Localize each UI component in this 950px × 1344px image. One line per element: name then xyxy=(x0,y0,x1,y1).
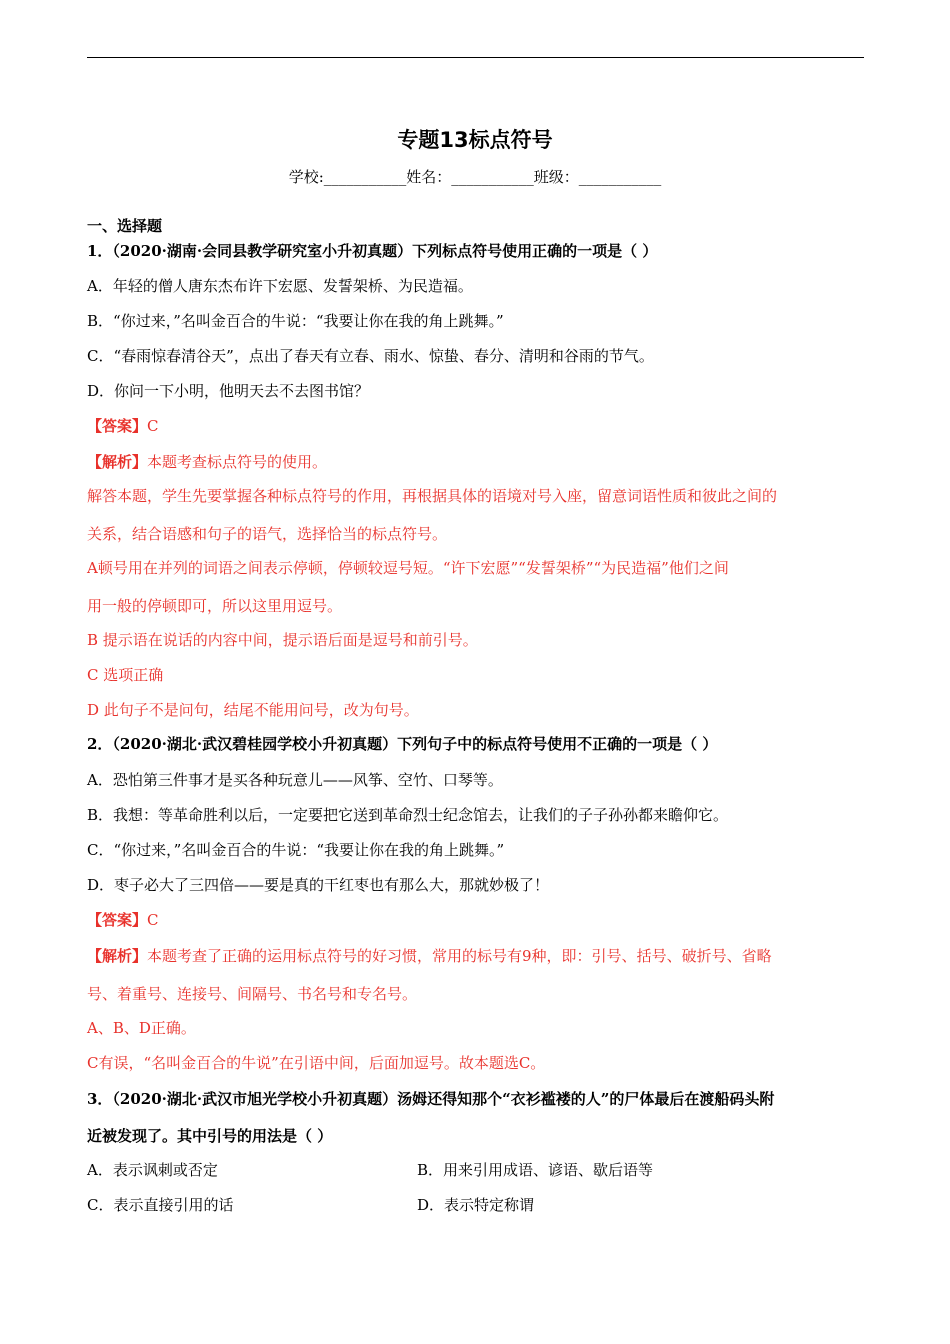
q2-option-c: C．“你过来，”名叫金百合的牛说：“我要让你在我的角上跳舞。” xyxy=(87,841,505,859)
q2-option-b: B．我想：等革命胜利以后，一定要把它送到革命烈士纪念馆去，让我们的子子孙孙都来瞻仰它。 xyxy=(87,806,729,824)
q2-stem: 2．（2020·湖北·武汉碧桂园学校小升初真题）下列句子中的标点符号使用不正确的一项是（ ） xyxy=(87,735,718,753)
q2-analysis-text: 本题考查了正确的运用标点符号的好习惯，常用的标号有9种，即：引号、括号、破折号、省略 xyxy=(147,947,772,965)
page-title: 专题13标点符号 xyxy=(397,128,553,152)
q2-option-d: D．枣子必大了三四倍——要是真的干红枣也有那么大，那就妙极了！ xyxy=(87,876,550,894)
q2-answer xyxy=(87,910,159,930)
q1-option-d: D．你问一下小明，他明天去不去图书馆？ xyxy=(87,382,370,400)
section-heading: 一、选择题 xyxy=(87,217,163,235)
q1-analysis xyxy=(87,452,327,472)
q2-option-a: A．恐怕第三件事才是买各种玩意儿——风筝、空竹、口琴等。 xyxy=(87,771,503,789)
q2-analysis-label: 【解析】 xyxy=(87,947,148,965)
q1-answer xyxy=(87,416,159,436)
q3-option-a: A．表示讽刺或否定 xyxy=(87,1161,218,1179)
q1-explanation-7: D 此句子不是问句，结尾不能用问号，改为句号。 xyxy=(87,701,419,719)
q1-answer-value: C xyxy=(147,417,159,435)
q2-explanation-2: A、B、D正确。 xyxy=(87,1019,196,1037)
q2-analysis xyxy=(87,946,772,966)
q1-explanation-5: B 提示语在说话的内容中间，提示语后面是逗号和前引号。 xyxy=(87,631,478,649)
q1-explanation-6: C 选项正确 xyxy=(87,666,164,684)
q1-option-b: B．“你过来，”名叫金百合的牛说：“我要让你在我的角上跳舞。” xyxy=(87,312,504,330)
q2-answer-label: 【答案】 xyxy=(87,911,148,929)
q3-option-c: C．表示直接引用的话 xyxy=(87,1196,234,1214)
q1-explanation-2: 关系，结合语感和句子的语气，选择恰当的标点符号。 xyxy=(87,525,448,543)
q1-stem: 1．（2020·湖南·会同县教学研究室小升初真题）下列标点符号使用正确的一项是（ ） xyxy=(87,242,658,260)
q1-explanation-4: 用一般的停顿即可，所以这里用逗号。 xyxy=(87,597,343,615)
q1-option-c: C．“春雨惊春清谷天”，点出了春天有立春、雨水、惊蛰、春分、清明和谷雨的节气。 xyxy=(87,347,654,365)
q2-explanation-1: 号、着重号、连接号、间隔号、书名号和专名号。 xyxy=(87,985,418,1003)
q3-stem-line-2: 近被发现了。其中引号的用法是（ ） xyxy=(87,1127,333,1145)
q3-stem-line-1: 3．（2020·湖北·武汉市旭光学校小升初真题）汤姆还得知那个“衣衫褴褛的人”的尸体最后在渡船码头附 xyxy=(87,1090,775,1108)
q1-explanation-1: 解答本题，学生先要掌握各种标点符号的作用，再根据具体的语境对号入座，留意词语性质和彼此之间的 xyxy=(87,487,778,505)
q2-answer-value: C xyxy=(147,911,159,929)
q1-answer-label: 【答案】 xyxy=(87,417,148,435)
student-info-line: 学校:___________姓名：___________班级：___________ xyxy=(288,168,662,186)
q2-explanation-3: C有误，“名叫金百合的牛说”在引语中间，后面加逗号。故本题选C。 xyxy=(87,1054,546,1072)
q1-option-a: A．年轻的僧人唐东杰布许下宏愿、发誓架桥、为民造福。 xyxy=(87,277,473,295)
q1-explanation-3: A顿号用在并列的词语之间表示停顿，停顿较逗号短。“许下宏愿”“发誓架桥”“为民造福”他们之间 xyxy=(87,559,729,577)
header-rule xyxy=(87,57,864,58)
q3-option-b: B．用来引用成语、谚语、歇后语等 xyxy=(417,1161,654,1179)
q1-analysis-text: 本题考查标点符号的使用。 xyxy=(147,453,328,471)
q3-option-d: D．表示特定称谓 xyxy=(417,1196,535,1214)
q1-analysis-label: 【解析】 xyxy=(87,453,148,471)
